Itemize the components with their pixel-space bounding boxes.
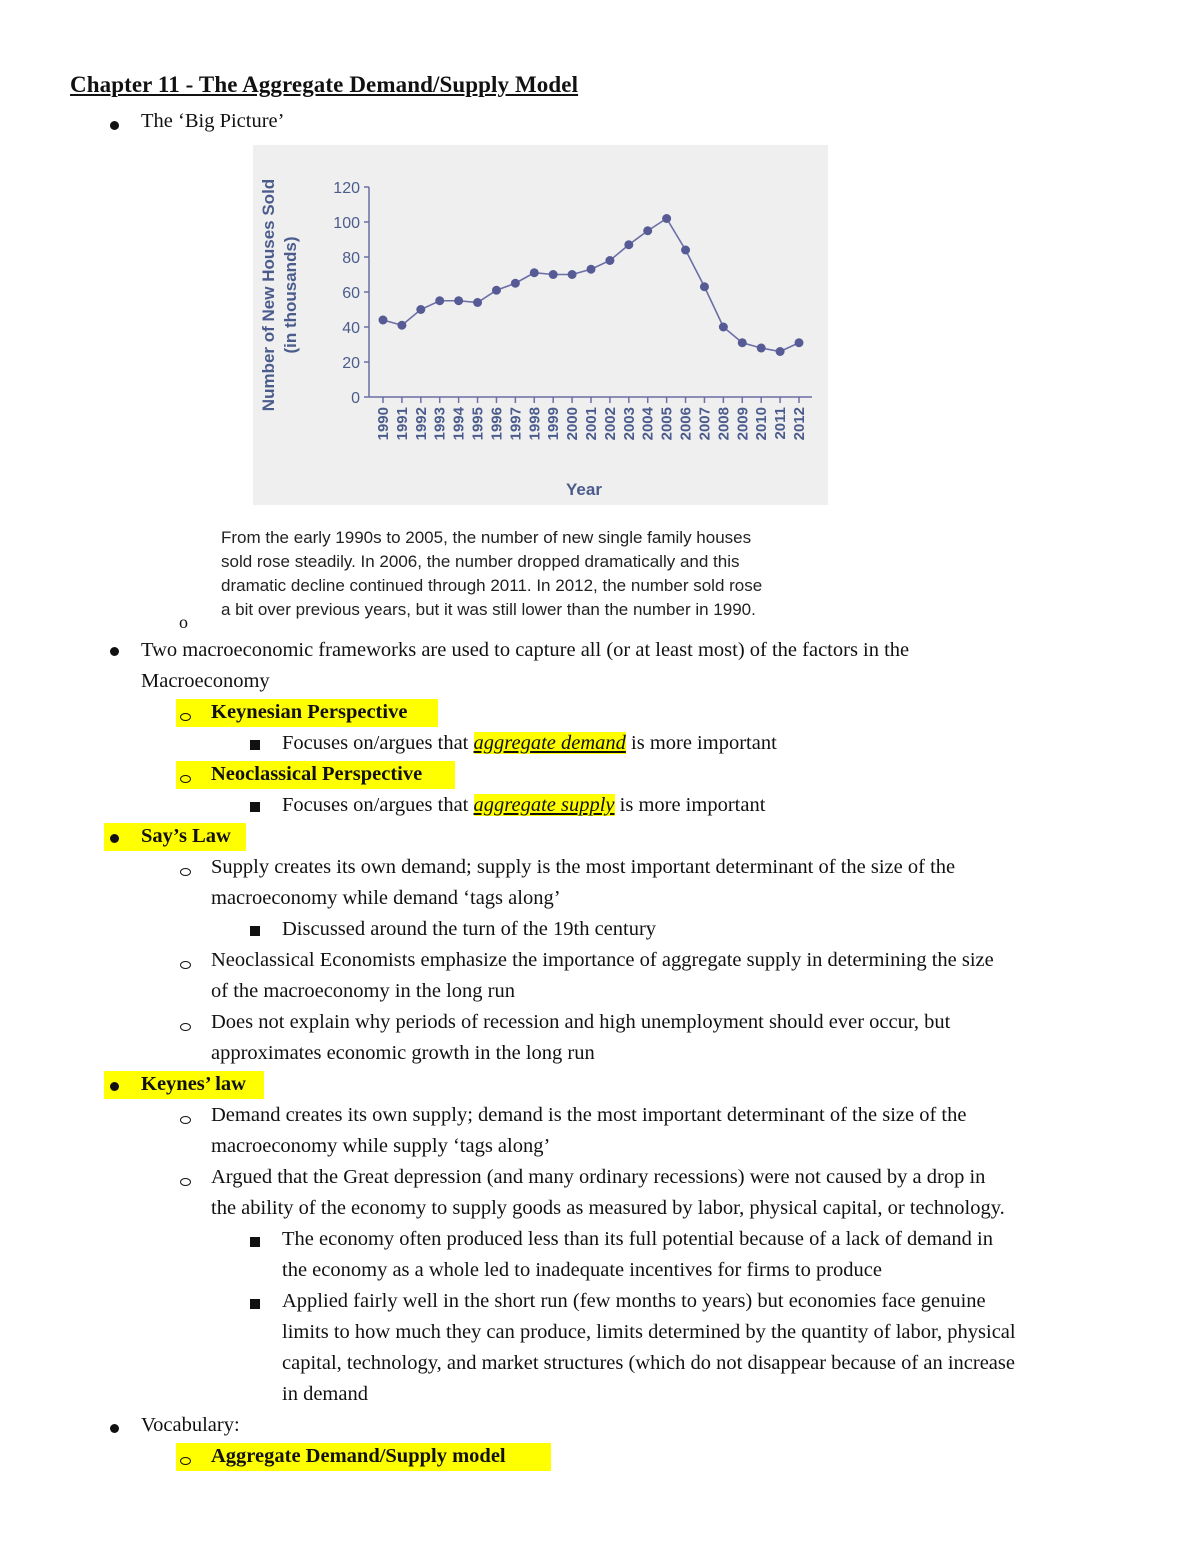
- data-point: [719, 323, 728, 332]
- x-tick-label: 1997: [507, 407, 525, 441]
- x-tick-label: 2003: [620, 407, 638, 441]
- data-point: [568, 270, 577, 279]
- x-tick-label: 2004: [639, 407, 657, 441]
- x-tick-label: 2011: [772, 407, 790, 440]
- data-point: [492, 286, 501, 295]
- text: is more important: [614, 794, 766, 816]
- data-point: [379, 316, 388, 325]
- caption-line: From the early 1990s to 2005, the number of new single family houses: [221, 528, 752, 547]
- says-point1-line2: macroeconomy while demand ‘tags along’: [211, 887, 561, 909]
- x-tick-label: 1999: [545, 407, 563, 441]
- y-tick-label: 20: [342, 355, 360, 372]
- says-point1-line1: Supply creates its own demand; supply is the most important determinant of the size of the: [211, 856, 956, 878]
- data-point: [473, 298, 482, 307]
- says-point2-line2: of the macroeconomy in the long run: [211, 980, 515, 1002]
- frameworks-line1: Two macroeconomic frameworks are used to capture all (or at least most) of the factors in the: [141, 639, 910, 661]
- data-point: [587, 265, 596, 274]
- bullet-square: [250, 925, 260, 941]
- x-tick-label: 2012: [791, 407, 808, 441]
- bullet-square: [250, 739, 260, 755]
- vocabulary-heading: Vocabulary:: [141, 1414, 240, 1436]
- y-tick-label: 100: [333, 215, 360, 232]
- bullet-disc: [110, 832, 119, 848]
- bullet-disc: [110, 1422, 119, 1438]
- x-tick-label: 1998: [526, 407, 544, 441]
- bullet-circle: [180, 865, 191, 881]
- data-point: [776, 347, 785, 356]
- bullet-disc: [110, 119, 119, 135]
- data-point: [416, 305, 425, 314]
- data-point: [435, 296, 444, 305]
- series-line: [383, 219, 799, 352]
- caption-line: dramatic decline continued through 2011. In 2012, the number sold rose: [221, 576, 763, 595]
- keynes-point1-line2: macroeconomy while supply ‘tags along’: [211, 1135, 551, 1157]
- x-tick-label: 2010: [753, 407, 771, 441]
- x-tick-label: 2008: [715, 407, 733, 441]
- page-title: Chapter 11 - The Aggregate Demand/Supply Model: [70, 72, 579, 97]
- bullet-circle: [180, 1020, 191, 1036]
- data-point: [624, 240, 633, 249]
- bullet-square: [250, 1236, 260, 1252]
- bullet-circle-empty: o: [179, 612, 188, 632]
- bullet-disc: [110, 1080, 119, 1096]
- bullet-circle: [180, 1175, 191, 1191]
- big-picture-text: The ‘Big Picture’: [141, 110, 285, 132]
- caption-line: sold rose steadily. In 2006, the number dropped dramatically and this: [221, 552, 740, 571]
- data-point: [530, 268, 539, 277]
- data-point: [397, 321, 406, 330]
- keynes-sub2-line3: capital, technology, and market structures (which do not disappear because of an increase: [282, 1352, 1015, 1374]
- keynes-sub2-line4: in demand: [282, 1383, 368, 1405]
- x-tick-label: 2007: [696, 407, 714, 441]
- bullet-circle: [180, 1454, 191, 1470]
- x-tick-label: 2001: [583, 407, 600, 441]
- x-tick-label: 2009: [734, 407, 752, 441]
- x-tick-label: 1990: [375, 407, 392, 441]
- aggregate-supply-term: aggregate supply: [473, 794, 615, 816]
- x-tick-label: 2002: [601, 407, 619, 441]
- x-tick-label: 2000: [564, 407, 582, 441]
- x-tick-label: 1994: [450, 407, 468, 441]
- data-point: [738, 338, 747, 347]
- aggregate-demand-term: aggregate demand: [473, 732, 626, 754]
- data-point: [549, 270, 558, 279]
- x-tick-label: 2005: [658, 407, 676, 441]
- says-point3-line2: approximates economic growth in the long run: [211, 1042, 595, 1064]
- x-axis-title: Year: [566, 480, 602, 499]
- keynes-point1-line1: Demand creates its own supply; demand is the most important determinant of the size of the: [211, 1104, 967, 1126]
- bullet-square: [250, 801, 260, 817]
- keynes-sub1-line1: The economy often produced less than its full potential because of a lack of demand in: [282, 1228, 994, 1250]
- data-point: [681, 246, 690, 255]
- y-tick-label: 0: [351, 390, 360, 407]
- text: Focuses on/argues that: [282, 794, 474, 816]
- says-point3-line1: Does not explain why periods of recession and high unemployment should ever occur, but: [211, 1011, 951, 1033]
- x-tick-label: 1993: [431, 407, 449, 441]
- x-tick-label: 1991: [393, 407, 411, 441]
- keynesian-detail: [282, 728, 777, 759]
- x-tick-label: 1996: [488, 407, 506, 441]
- chart-caption: [221, 526, 861, 622]
- bullet-disc: [110, 645, 119, 661]
- data-point: [643, 226, 652, 235]
- keynes-point2-line1: Argued that the Great depression (and many ordinary recessions) were not caused by a drop in: [211, 1166, 986, 1188]
- frameworks-line2: Macroeconomy: [141, 670, 270, 692]
- x-tick-label: 1992: [412, 407, 430, 441]
- data-point: [700, 282, 709, 291]
- keynes-sub2-line2: limits to how much they can produce, limits determined by the quantity of labor, physical: [282, 1321, 1016, 1343]
- keynes-point2-line2: the ability of the economy to supply goods as measured by labor, physical capital, or technology.: [211, 1197, 1005, 1219]
- y-tick-label: 40: [342, 320, 360, 337]
- neoclassical-detail: [282, 790, 765, 821]
- y-axis-title-line1: Number of New Houses Sold: [259, 178, 278, 412]
- caption-line: a bit over previous years, but it was still lower than the number in 1990.: [221, 600, 756, 619]
- data-point: [511, 279, 520, 288]
- y-tick-label: 60: [342, 285, 360, 302]
- x-tick-label: 2006: [677, 407, 695, 441]
- vocab-item-ad-as-model: Aggregate Demand/Supply model: [211, 1445, 506, 1467]
- keynesian-heading: Keynesian Perspective: [211, 701, 408, 723]
- data-point: [662, 214, 671, 223]
- text: Focuses on/argues that: [282, 732, 474, 754]
- keynes-sub2-line1: Applied fairly well in the short run (few months to years) but economies face genuine: [282, 1290, 986, 1312]
- chart-svg: [253, 145, 828, 505]
- says-law-heading: Say’s Law: [141, 825, 231, 847]
- x-tick-label: 1995: [469, 407, 487, 441]
- data-point: [605, 256, 614, 265]
- text: is more important: [625, 732, 777, 754]
- bullet-circle: [180, 710, 191, 726]
- neoclassical-heading: Neoclassical Perspective: [211, 763, 423, 785]
- bullet-circle: [180, 772, 191, 788]
- says-point1-sub: Discussed around the turn of the 19th century: [282, 918, 657, 940]
- bullet-circle: [180, 958, 191, 974]
- y-tick-label: 120: [333, 180, 360, 197]
- bullet-square: [250, 1298, 260, 1314]
- y-tick-label: 80: [342, 250, 360, 267]
- data-point: [795, 338, 804, 347]
- bullet-circle: [180, 1113, 191, 1129]
- data-point: [757, 344, 766, 353]
- houses-sold-chart: [253, 145, 828, 505]
- y-axis-title-line2: (in thousands): [281, 236, 300, 354]
- keynes-sub1-line2: the economy as a whole led to inadequate incentives for firms to produce: [282, 1259, 882, 1281]
- data-point: [454, 296, 463, 305]
- keynes-law-heading: Keynes’ law: [141, 1073, 246, 1095]
- says-point2-line1: Neoclassical Economists emphasize the importance of aggregate supply in determining the size: [211, 949, 994, 971]
